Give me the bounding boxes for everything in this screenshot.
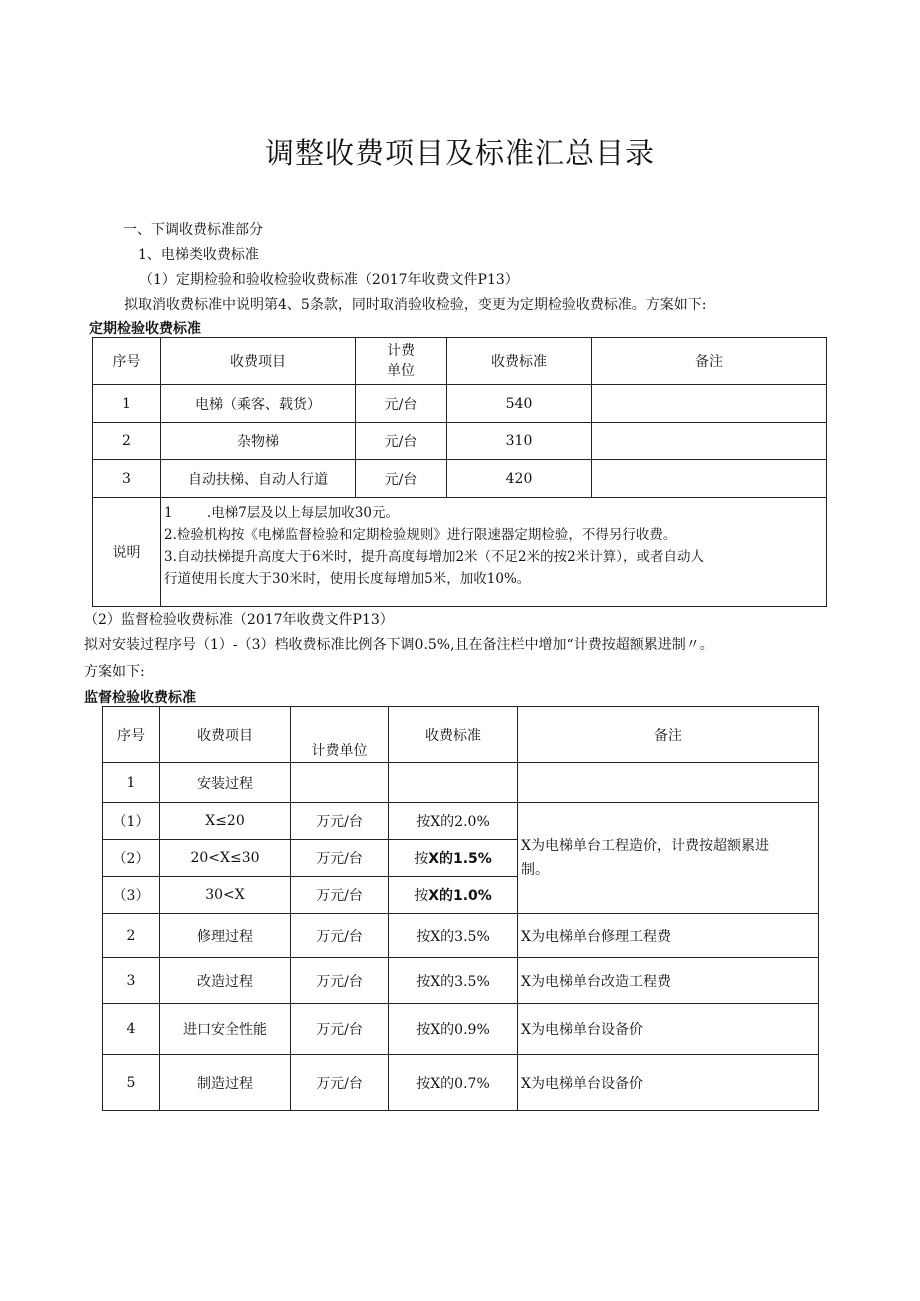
table2-header-row: [103, 707, 819, 763]
row-no: 5: [103, 1055, 160, 1111]
row-standard: 按X的3.5%: [389, 958, 518, 1004]
row-standard: [389, 877, 518, 914]
row-item: 30<X: [160, 877, 291, 914]
table-row: [93, 385, 827, 423]
table-row: [93, 460, 827, 498]
header-unit-line1: 计费: [387, 343, 415, 359]
supervision-inspection-table: [102, 706, 819, 1111]
row-unit: 元/台: [356, 460, 447, 498]
note-line: 3.自动扶梯提升高度大于6米时，提升高度每增加2米（不足2米的按2米计算），或者自动人: [164, 549, 704, 565]
install-remark: [518, 803, 819, 914]
row-item: 杂物梯: [161, 423, 356, 460]
row-item: 电梯（乘客、载货）: [161, 385, 356, 423]
notes-content: [161, 498, 827, 607]
row-standard: [389, 840, 518, 877]
row-standard: 310: [447, 423, 592, 460]
table1-caption: 定期检验收费标准: [89, 321, 201, 337]
row-item: X≤20: [160, 803, 291, 840]
header-unit-line2: 单位: [387, 363, 415, 379]
table-row: [103, 1055, 819, 1111]
periodic-inspection-table: [92, 337, 827, 607]
item2-plan: 拟对安装过程序号（1）-（3）档收费标准比例各下调0.5%,且在备注栏中增加“计费按超额累进制〃。: [84, 637, 714, 653]
header-remark: 备注: [592, 338, 827, 385]
standard-value: X的1.0%: [428, 888, 492, 904]
row-unit: 万元/台: [291, 840, 389, 877]
header-item: 收费项目: [160, 707, 291, 763]
row-unit: 万元/台: [291, 877, 389, 914]
row-item: 进口安全性能: [160, 1004, 291, 1055]
header-standard: 收费标准: [447, 338, 592, 385]
row-no: 3: [103, 958, 160, 1004]
table-row: [103, 958, 819, 1004]
row-unit: 万元/台: [291, 1055, 389, 1111]
row-unit: [291, 763, 389, 803]
row-no: 2: [93, 423, 161, 460]
row-remark: [592, 423, 827, 460]
row-remark: [592, 460, 827, 498]
header-remark: 备注: [518, 707, 819, 763]
row-unit: 万元/台: [291, 958, 389, 1004]
table-row: [93, 423, 827, 460]
notes-label: 说明: [93, 498, 161, 607]
row-item: 制造过程: [160, 1055, 291, 1111]
row-unit: 元/台: [356, 385, 447, 423]
row-no: （3）: [103, 877, 160, 914]
row-remark: [518, 763, 819, 803]
install-remark-line: 制。: [521, 862, 549, 878]
row-no: 1: [93, 385, 161, 423]
row-standard: 按X的0.7%: [389, 1055, 518, 1111]
header-no: 序号: [103, 707, 160, 763]
table-row: [103, 914, 819, 958]
row-standard: 按X的0.9%: [389, 1004, 518, 1055]
notes-row: [93, 498, 827, 607]
row-remark: X为电梯单台设备价: [518, 1055, 819, 1111]
header-unit: [356, 338, 447, 385]
standard-value: X的1.5%: [428, 851, 492, 867]
row-no: （1）: [103, 803, 160, 840]
section-heading: 一、下调收费标准部分: [123, 222, 263, 238]
standard-prefix: 按: [414, 851, 429, 867]
table-row: [103, 1004, 819, 1055]
row-item: 20<X≤30: [160, 840, 291, 877]
row-no: （2）: [103, 840, 160, 877]
row-remark: X为电梯单台修理工程费: [518, 914, 819, 958]
row-unit: 万元/台: [291, 1004, 389, 1055]
row-remark: [592, 385, 827, 423]
note-line: 2.检验机构按《电梯监督检验和定期检验规则》进行限速器定期检验，不得另行收费。: [164, 527, 677, 543]
row-standard: 按X的2.0%: [389, 803, 518, 840]
row-standard: 按X的3.5%: [389, 914, 518, 958]
row-standard: [389, 763, 518, 803]
table1-header-row: [93, 338, 827, 385]
row-unit: 元/台: [356, 423, 447, 460]
row-item: 改造过程: [160, 958, 291, 1004]
header-no: 序号: [93, 338, 161, 385]
row-no: 3: [93, 460, 161, 498]
row-no: 2: [103, 914, 160, 958]
table-row: [103, 803, 819, 840]
row-remark: X为电梯单台设备价: [518, 1004, 819, 1055]
header-item: 收费项目: [161, 338, 356, 385]
note-line: 行道使用长度大于30米时，使用长度每增加5米，加收10%。: [164, 571, 531, 587]
item2-heading: （2）监督检验收费标准（2017年收费文件P13）: [84, 612, 394, 628]
row-unit: 万元/台: [291, 914, 389, 958]
row-no: 4: [103, 1004, 160, 1055]
row-item: 修理过程: [160, 914, 291, 958]
install-remark-line: X为电梯单台工程造价，计费按超额累进: [521, 838, 769, 854]
item2-plan-continued: 方案如下:: [84, 664, 145, 680]
row-unit: 万元/台: [291, 803, 389, 840]
item1-heading: （1）定期检验和验收检验收费标准（2017年收费文件P13）: [139, 272, 519, 288]
table2-caption: 监督检验收费标准: [84, 690, 196, 706]
row-remark: X为电梯单台改造工程费: [518, 958, 819, 1004]
note-line: 1 .电梯7层及以上每层加收30元。: [164, 505, 399, 521]
row-item: 安装过程: [160, 763, 291, 803]
subsection-heading: 1、电梯类收费标准: [138, 247, 259, 263]
row-no: 1: [103, 763, 160, 803]
header-unit: 计费单位: [291, 707, 389, 763]
header-standard: 收费标准: [389, 707, 518, 763]
row-standard: 540: [447, 385, 592, 423]
item1-plan: 拟取消收费标准中说明第4、5条款，同时取消验收检验，变更为定期检验收费标准。方案如下:: [124, 297, 707, 313]
standard-prefix: 按: [414, 888, 429, 904]
table-row: [103, 763, 819, 803]
row-item: 自动扶梯、自动人行道: [161, 460, 356, 498]
page-title: 调整收费项目及标准汇总目录: [264, 136, 655, 170]
row-standard: 420: [447, 460, 592, 498]
